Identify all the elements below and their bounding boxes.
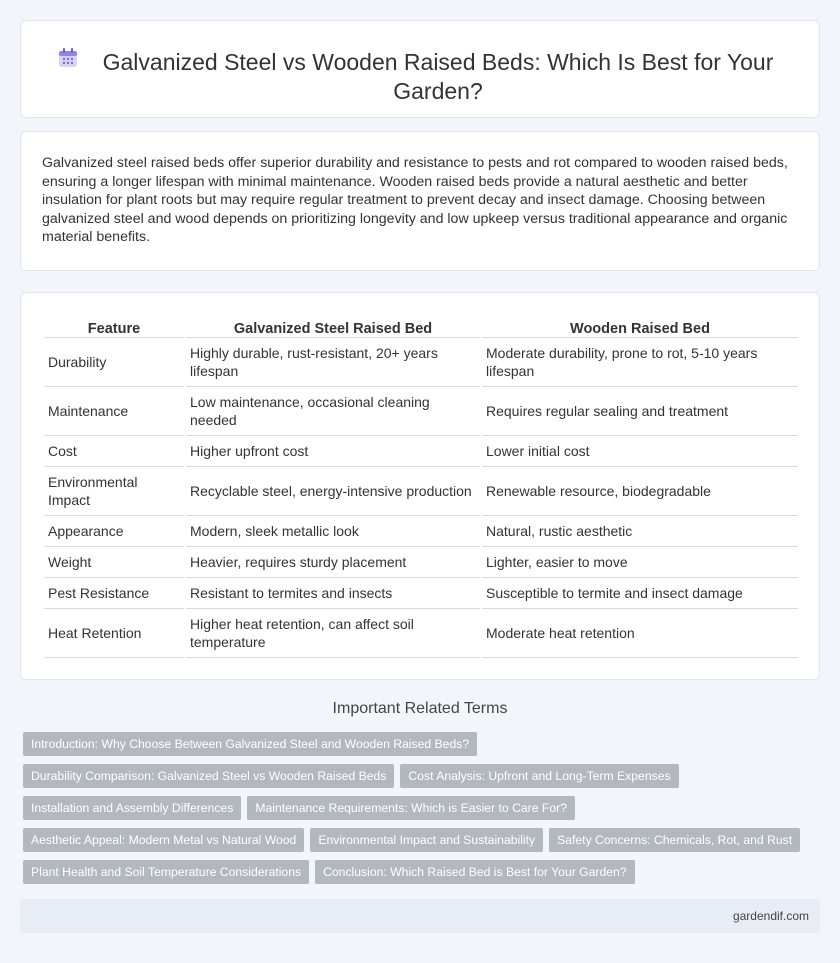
- wooden-cell: Lower initial cost: [482, 436, 798, 467]
- related-tag-cost[interactable]: Cost Analysis: Upfront and Long-Term Expenses: [400, 764, 678, 788]
- table-row: [44, 387, 798, 436]
- table-row: [44, 436, 798, 467]
- table-row: [44, 547, 798, 578]
- wooden-cell: Lighter, easier to move: [482, 547, 798, 578]
- feature-cell: Durability: [44, 338, 184, 387]
- related-tag-conclusion[interactable]: Conclusion: Which Raised Bed is Best for Your Garden?: [315, 860, 635, 884]
- comparison-table: [42, 316, 800, 658]
- footer-site-link[interactable]: gardendif.com: [732, 909, 809, 923]
- related-tag-plant-health[interactable]: Plant Health and Soil Temperature Considerations: [23, 860, 309, 884]
- galvanized-cell: Low maintenance, occasional cleaning needed: [186, 387, 480, 436]
- header-feature: Feature: [44, 316, 184, 338]
- galvanized-cell: Resistant to termites and insects: [186, 578, 480, 609]
- table-header-row: [44, 316, 798, 338]
- tag-row: [23, 796, 823, 828]
- related-tag-maintenance[interactable]: Maintenance Requirements: Which is Easier to Care For?: [247, 796, 575, 820]
- wooden-cell: Renewable resource, biodegradable: [482, 467, 798, 516]
- intro-paragraph: Galvanized steel raised beds offer superior durability and resistance to pests and rot compared to wooden raised beds, ensuring a longer lifespan with minimal maintenance. Wooden raised beds provide a natural aesthetic and better insulation for plant roots but may require regular treatment to prevent decay and insect damage. Choosing between galvanized steel and wood depends on prioritizing longevity and low upkeep versus traditional appearance and organic material benefits.: [42, 155, 788, 245]
- feature-cell: Heat Retention: [44, 609, 184, 658]
- tag-row: [23, 764, 823, 796]
- wooden-cell: Susceptible to termite and insect damage: [482, 578, 798, 609]
- table-row: [44, 338, 798, 387]
- related-tag-installation[interactable]: Installation and Assembly Differences: [23, 796, 241, 820]
- galvanized-cell: Heavier, requires sturdy placement: [186, 547, 480, 578]
- related-tags: [23, 732, 823, 892]
- header-galvanized: Galvanized Steel Raised Bed: [186, 316, 480, 338]
- feature-cell: Pest Resistance: [44, 578, 184, 609]
- related-tag-safety[interactable]: Safety Concerns: Chemicals, Rot, and Rust: [549, 828, 800, 852]
- galvanized-cell: Higher heat retention, can affect soil temperature: [186, 609, 480, 658]
- feature-cell: Appearance: [44, 516, 184, 547]
- related-tag-durability[interactable]: Durability Comparison: Galvanized Steel vs Wooden Raised Beds: [23, 764, 394, 788]
- table-row: [44, 609, 798, 658]
- table-row: [44, 516, 798, 547]
- comparison-card: [20, 292, 820, 680]
- related-terms-title: Important Related Terms: [332, 700, 508, 717]
- related-tag-aesthetic[interactable]: Aesthetic Appeal: Modern Metal vs Natural Wood: [23, 828, 304, 852]
- feature-cell: Weight: [44, 547, 184, 578]
- wooden-cell: Requires regular sealing and treatment: [482, 387, 798, 436]
- wooden-cell: Moderate durability, prone to rot, 5-10 years lifespan: [482, 338, 798, 387]
- footer: [20, 899, 820, 933]
- feature-cell: Environmental Impact: [44, 467, 184, 516]
- wooden-cell: Moderate heat retention: [482, 609, 798, 658]
- title-card: [20, 20, 820, 118]
- related-tag-environmental[interactable]: Environmental Impact and Sustainability: [310, 828, 543, 852]
- tag-row: [23, 860, 823, 892]
- feature-cell: Cost: [44, 436, 184, 467]
- wooden-cell: Natural, rustic aesthetic: [482, 516, 798, 547]
- galvanized-cell: Highly durable, rust-resistant, 20+ years lifespan: [186, 338, 480, 387]
- table-row: [44, 578, 798, 609]
- tag-row: [23, 828, 823, 860]
- feature-cell: Maintenance: [44, 387, 184, 436]
- galvanized-cell: Modern, sleek metallic look: [186, 516, 480, 547]
- galvanized-cell: Recyclable steel, energy-intensive production: [186, 467, 480, 516]
- page-title: Galvanized Steel vs Wooden Raised Beds: Which Is Best for Your Garden?: [102, 49, 774, 104]
- galvanized-cell: Higher upfront cost: [186, 436, 480, 467]
- header-wooden: Wooden Raised Bed: [482, 316, 798, 338]
- related-tag-introduction[interactable]: Introduction: Why Choose Between Galvanized Steel and Wooden Raised Beds?: [23, 732, 477, 756]
- intro-card: [20, 131, 820, 271]
- table-row: [44, 467, 798, 516]
- tag-row: [23, 732, 823, 764]
